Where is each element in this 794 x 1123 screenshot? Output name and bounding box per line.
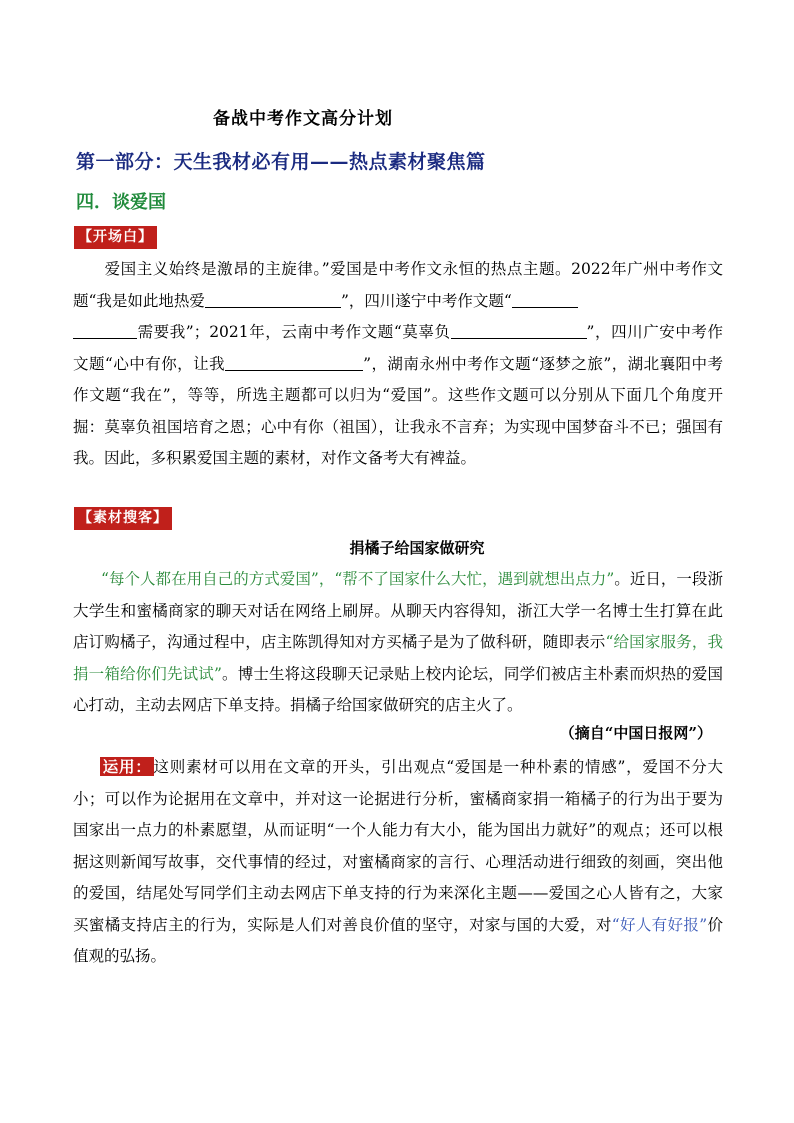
usage-label: 运用：: [102, 757, 152, 776]
blank-line: [512, 291, 578, 308]
material-quote-2: “给国家服务，我捐一箱给你们先试试”: [73, 633, 723, 683]
usage-text-1: 这则素材可以用在文章的开头，引出观点“爱国是一种朴素的情感”，爱国不分大小；可以作为论据用在文章中，并对这一论据进行分析，蜜橘商家捐一箱橘子的行为出于要为国家出一点力的朴素愿望，从而证明“一个人能力有大小，能为国出力就好”的观点；还可以根据这则新闻写故事，交代事情的经过，对蜜橘商家的言行、心理活动进行细致的刻画，突出他的爱国，结尾处写同学们主动去网店下单支持的行为来深化主题——爱国之心人皆有之，大家买蜜橘支持店主的行为，实际是人们对善良价值的坚守，对家与国的大爱，对: [73, 758, 723, 934]
material-text-2: 。博士生将这段聊天记录贴上校内论坛，同学们被店主朴素而炽热的爱国心打动，主动去网店下单支持。捐橘子给国家做研究的店主火了。: [73, 664, 723, 714]
material-text-1: 。近日，一段浙大学生和蜜橘商家的聊天对话在网络上刷屏。从聊天内容得知，浙江大学一名博士生打算在此店订购橘子，沟通过程中，店主陈凯得知对方买橘子是为了做科研，随即表示: [73, 570, 723, 651]
material-quote-1: “每个人都在用自己的方式爱国”，“帮不了国家什么大忙，遇到就想出点力”: [101, 570, 615, 588]
blank-line: [73, 322, 137, 339]
material-tag: 【素材搜客】: [74, 507, 172, 530]
opening-text-2: ”，四川遂宁中考作文题“: [340, 291, 512, 310]
blank-line: [205, 291, 341, 308]
opening-text-5: ”，湖南永州中考作文题“逐梦之旅”，湖北襄阳中考作文题“我在”，等等，所选主题都可以归为“爱国”。这些作文题可以分别从下面几个角度开掘：莫辜负祖国培育之恩；心中有你（祖国），让我永不言弃；为实现中国梦奋斗不已；强国有我。因此，多积累爱国主题的素材，对作文备考大有裨益。: [73, 354, 723, 467]
opening-text-3: 需要我”；2021年，云南中考作文题“莫辜负: [137, 323, 451, 341]
section-heading: 四．谈爱国: [76, 192, 166, 213]
opening-paragraph: [73, 254, 723, 475]
usage-text-2: 价值观的弘扬。: [73, 915, 723, 965]
part-heading: 第一部分：天生我材必有用——热点素材聚焦篇: [76, 151, 486, 173]
material-source: （摘自“中国日报网”）: [559, 724, 712, 742]
material-paragraph: [73, 564, 723, 722]
material-subtitle: 捐橘子给国家做研究: [349, 539, 485, 557]
blank-line: [451, 322, 587, 339]
document-title: 备战中考作文高分计划: [213, 109, 393, 129]
blank-line: [225, 354, 363, 371]
usage-quote: “好人有好报”: [611, 915, 708, 934]
usage-paragraph: [73, 751, 723, 973]
opening-text-4: ”，四川广安中考作文题“心中有你，让我: [73, 323, 723, 373]
opening-tag: 【开场白】: [74, 226, 157, 249]
opening-text-1: 爱国主义始终是激昂的主旋律。”爱国是中考作文永恒的热点主题。2022年广州中考作文题“我是如此地热爱: [73, 260, 723, 310]
